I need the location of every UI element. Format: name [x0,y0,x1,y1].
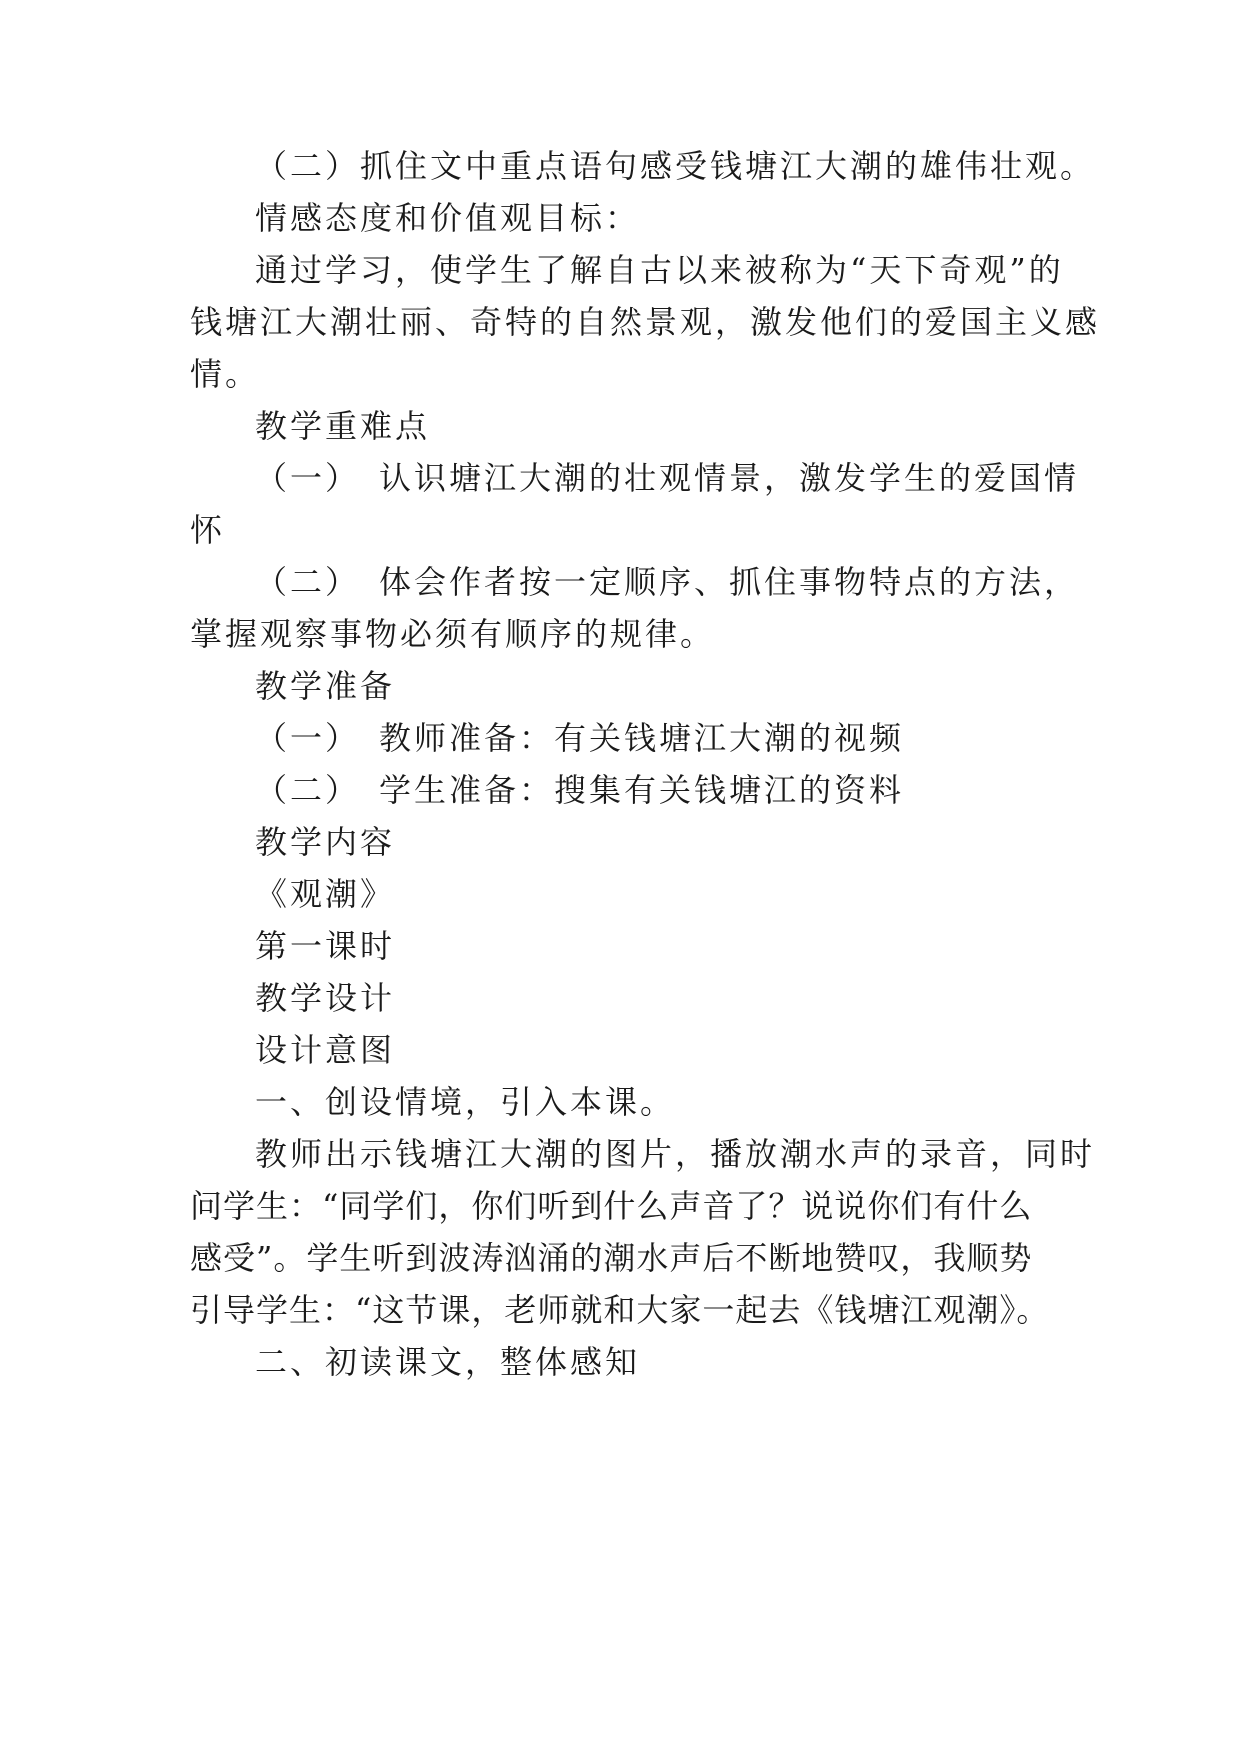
section-heading: 教学内容 [255,823,396,861]
paragraph-line: 怀 [190,511,226,549]
paragraph-line: 教师出示钱塘江大潮的图片，播放潮水声的录音，同时 [255,1135,1096,1173]
section-heading: 教学设计 [255,979,396,1017]
paragraph-line: （一） 教师准备：有关钱塘江大潮的视频 [255,719,905,757]
paragraph-line: 钱塘江大潮壮丽、奇特的自然景观，激发他们的爱国主义感 [190,303,1101,341]
paragraph-line: 通过学习，使学生了解自古以来被称为“天下奇观”的 [255,251,1064,289]
section-heading: 情感态度和价值观目标： [255,199,641,237]
section-heading: 教学准备 [255,667,396,705]
paragraph-line: 情。 [190,355,261,393]
paragraph-line: 感受”。学生听到波涛汹涌的潮水声后不断地赞叹，我顺势 [190,1239,1033,1277]
paragraph-line: 引导学生：“这节课，老师就和大家一起去《钱塘江观潮》。 [190,1291,1050,1329]
lesson-title: 《观潮》 [255,875,396,913]
paragraph-line: 掌握观察事物必须有顺序的规律。 [190,615,716,653]
section-heading: 教学重难点 [255,407,431,445]
section-heading: 第一课时 [255,927,396,965]
paragraph-line: 问学生：“同学们，你们听到什么声音了？说说你们有什么 [190,1187,1033,1225]
paragraph-line: （二） 学生准备：搜集有关钱塘江的资料 [255,771,905,809]
paragraph-line: （二）抓住文中重点语句感受钱塘江大潮的雄伟壮观。 [255,147,1096,185]
section-heading: 设计意图 [255,1031,396,1069]
step-heading: 二、初读课文，整体感知 [255,1343,641,1381]
paragraph-line: （二） 体会作者按一定顺序、抓住事物特点的方法， [255,563,1080,601]
step-heading: 一、创设情境，引入本课。 [255,1083,676,1121]
paragraph-line: （一） 认识塘江大潮的壮观情景，激发学生的爱国情 [255,459,1080,497]
